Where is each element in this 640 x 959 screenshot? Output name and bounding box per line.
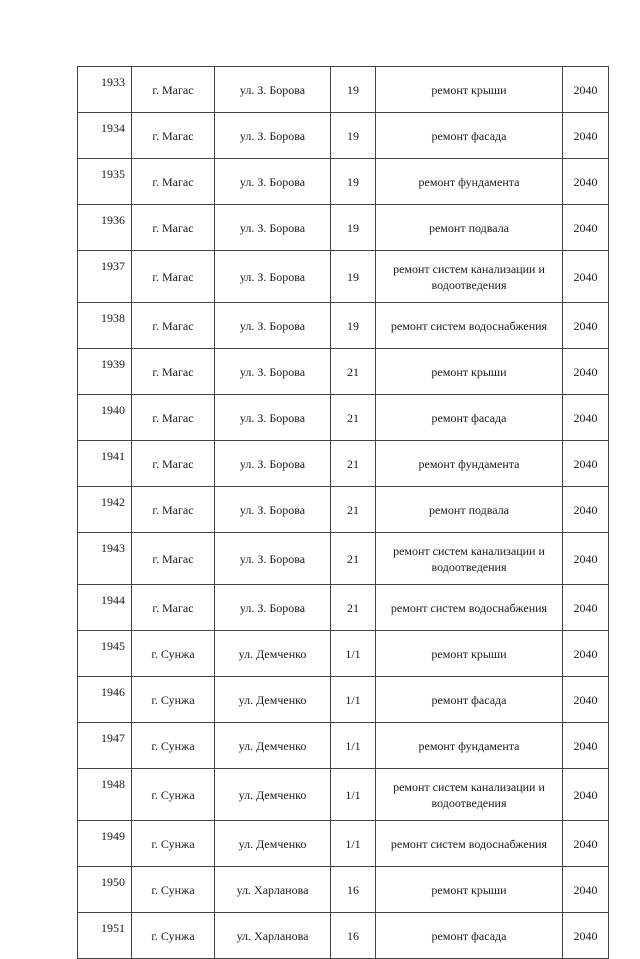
row-number: 1936 bbox=[78, 205, 132, 251]
city-cell: г. Магас bbox=[132, 441, 215, 487]
work-type-cell: ремонт систем канализации и водоотведения bbox=[376, 533, 563, 585]
house-cell: 19 bbox=[331, 159, 376, 205]
street-cell: ул. Демченко bbox=[215, 677, 331, 723]
table-row bbox=[78, 205, 609, 251]
house-cell: 1/1 bbox=[331, 769, 376, 821]
year-cell: 2040 bbox=[563, 913, 609, 959]
table-row bbox=[78, 251, 609, 303]
street-cell: ул. З. Борова bbox=[215, 533, 331, 585]
year-cell: 2040 bbox=[563, 487, 609, 533]
city-cell: г. Магас bbox=[132, 67, 215, 113]
table-row bbox=[78, 913, 609, 959]
year-cell: 2040 bbox=[563, 159, 609, 205]
street-cell: ул. Демченко bbox=[215, 769, 331, 821]
work-type-cell: ремонт фасада bbox=[376, 913, 563, 959]
year-cell: 2040 bbox=[563, 585, 609, 631]
city-cell: г. Магас bbox=[132, 585, 215, 631]
house-cell: 19 bbox=[331, 303, 376, 349]
street-cell: ул. З. Борова bbox=[215, 251, 331, 303]
work-type-cell: ремонт систем водоснабжения bbox=[376, 303, 563, 349]
repair-schedule-table bbox=[77, 66, 609, 959]
year-cell: 2040 bbox=[563, 769, 609, 821]
street-cell: ул. З. Борова bbox=[215, 113, 331, 159]
year-cell: 2040 bbox=[563, 631, 609, 677]
city-cell: г. Сунжа bbox=[132, 769, 215, 821]
house-cell: 1/1 bbox=[331, 821, 376, 867]
house-cell: 16 bbox=[331, 867, 376, 913]
table-row bbox=[78, 159, 609, 205]
year-cell: 2040 bbox=[563, 251, 609, 303]
year-cell: 2040 bbox=[563, 677, 609, 723]
work-type-cell: ремонт фундамента bbox=[376, 159, 563, 205]
year-cell: 2040 bbox=[563, 821, 609, 867]
work-type-cell: ремонт систем канализации и водоотведения bbox=[376, 769, 563, 821]
house-cell: 21 bbox=[331, 441, 376, 487]
year-cell: 2040 bbox=[563, 349, 609, 395]
row-number: 1943 bbox=[78, 533, 132, 585]
house-cell: 19 bbox=[331, 67, 376, 113]
house-cell: 19 bbox=[331, 251, 376, 303]
city-cell: г. Сунжа bbox=[132, 867, 215, 913]
year-cell: 2040 bbox=[563, 723, 609, 769]
city-cell: г. Сунжа bbox=[132, 821, 215, 867]
table-row bbox=[78, 723, 609, 769]
house-cell: 21 bbox=[331, 533, 376, 585]
street-cell: ул. З. Борова bbox=[215, 395, 331, 441]
work-type-cell: ремонт систем водоснабжения bbox=[376, 585, 563, 631]
table-row bbox=[78, 113, 609, 159]
work-type-cell: ремонт подвала bbox=[376, 205, 563, 251]
year-cell: 2040 bbox=[563, 441, 609, 487]
house-cell: 21 bbox=[331, 395, 376, 441]
year-cell: 2040 bbox=[563, 205, 609, 251]
house-cell: 1/1 bbox=[331, 723, 376, 769]
city-cell: г. Магас bbox=[132, 395, 215, 441]
city-cell: г. Магас bbox=[132, 113, 215, 159]
city-cell: г. Сунжа bbox=[132, 723, 215, 769]
house-cell: 21 bbox=[331, 487, 376, 533]
street-cell: ул. Демченко bbox=[215, 631, 331, 677]
row-number: 1935 bbox=[78, 159, 132, 205]
row-number: 1950 bbox=[78, 867, 132, 913]
row-number: 1942 bbox=[78, 487, 132, 533]
year-cell: 2040 bbox=[563, 395, 609, 441]
street-cell: ул. Демченко bbox=[215, 821, 331, 867]
city-cell: г. Магас bbox=[132, 303, 215, 349]
house-cell: 21 bbox=[331, 585, 376, 631]
row-number: 1944 bbox=[78, 585, 132, 631]
work-type-cell: ремонт систем канализации и водоотведения bbox=[376, 251, 563, 303]
work-type-cell: ремонт фасада bbox=[376, 395, 563, 441]
table-row bbox=[78, 677, 609, 723]
city-cell: г. Магас bbox=[132, 533, 215, 585]
house-cell: 21 bbox=[331, 349, 376, 395]
street-cell: ул. З. Борова bbox=[215, 303, 331, 349]
year-cell: 2040 bbox=[563, 113, 609, 159]
table-row bbox=[78, 867, 609, 913]
street-cell: ул. З. Борова bbox=[215, 349, 331, 395]
work-type-cell: ремонт фасада bbox=[376, 113, 563, 159]
row-number: 1940 bbox=[78, 395, 132, 441]
year-cell: 2040 bbox=[563, 867, 609, 913]
city-cell: г. Магас bbox=[132, 159, 215, 205]
table-row bbox=[78, 303, 609, 349]
table-row bbox=[78, 67, 609, 113]
row-number: 1934 bbox=[78, 113, 132, 159]
city-cell: г. Магас bbox=[132, 205, 215, 251]
row-number: 1941 bbox=[78, 441, 132, 487]
street-cell: ул. З. Борова bbox=[215, 441, 331, 487]
year-cell: 2040 bbox=[563, 303, 609, 349]
street-cell: ул. З. Борова bbox=[215, 487, 331, 533]
table-row bbox=[78, 769, 609, 821]
city-cell: г. Сунжа bbox=[132, 677, 215, 723]
city-cell: г. Сунжа bbox=[132, 631, 215, 677]
table-row bbox=[78, 533, 609, 585]
row-number: 1951 bbox=[78, 913, 132, 959]
year-cell: 2040 bbox=[563, 533, 609, 585]
house-cell: 1/1 bbox=[331, 631, 376, 677]
row-number: 1949 bbox=[78, 821, 132, 867]
street-cell: ул. З. Борова bbox=[215, 159, 331, 205]
work-type-cell: ремонт фундамента bbox=[376, 723, 563, 769]
house-cell: 16 bbox=[331, 913, 376, 959]
city-cell: г. Магас bbox=[132, 251, 215, 303]
table-row bbox=[78, 441, 609, 487]
table-row bbox=[78, 487, 609, 533]
table-body bbox=[78, 67, 609, 959]
work-type-cell: ремонт фундамента bbox=[376, 441, 563, 487]
row-number: 1933 bbox=[78, 67, 132, 113]
city-cell: г. Магас bbox=[132, 349, 215, 395]
work-type-cell: ремонт крыши bbox=[376, 631, 563, 677]
city-cell: г. Сунжа bbox=[132, 913, 215, 959]
row-number: 1946 bbox=[78, 677, 132, 723]
row-number: 1947 bbox=[78, 723, 132, 769]
house-cell: 1/1 bbox=[331, 677, 376, 723]
table-row bbox=[78, 395, 609, 441]
row-number: 1948 bbox=[78, 769, 132, 821]
table-row bbox=[78, 585, 609, 631]
street-cell: ул. Харланова bbox=[215, 913, 331, 959]
work-type-cell: ремонт подвала bbox=[376, 487, 563, 533]
street-cell: ул. З. Борова bbox=[215, 585, 331, 631]
table-row bbox=[78, 349, 609, 395]
work-type-cell: ремонт крыши bbox=[376, 67, 563, 113]
row-number: 1939 bbox=[78, 349, 132, 395]
work-type-cell: ремонт крыши bbox=[376, 867, 563, 913]
street-cell: ул. З. Борова bbox=[215, 67, 331, 113]
street-cell: ул. Демченко bbox=[215, 723, 331, 769]
street-cell: ул. З. Борова bbox=[215, 205, 331, 251]
row-number: 1937 bbox=[78, 251, 132, 303]
house-cell: 19 bbox=[331, 113, 376, 159]
table-row bbox=[78, 631, 609, 677]
row-number: 1938 bbox=[78, 303, 132, 349]
row-number: 1945 bbox=[78, 631, 132, 677]
street-cell: ул. Харланова bbox=[215, 867, 331, 913]
table-row bbox=[78, 821, 609, 867]
city-cell: г. Магас bbox=[132, 487, 215, 533]
house-cell: 19 bbox=[331, 205, 376, 251]
year-cell: 2040 bbox=[563, 67, 609, 113]
work-type-cell: ремонт фасада bbox=[376, 677, 563, 723]
work-type-cell: ремонт крыши bbox=[376, 349, 563, 395]
work-type-cell: ремонт систем водоснабжения bbox=[376, 821, 563, 867]
